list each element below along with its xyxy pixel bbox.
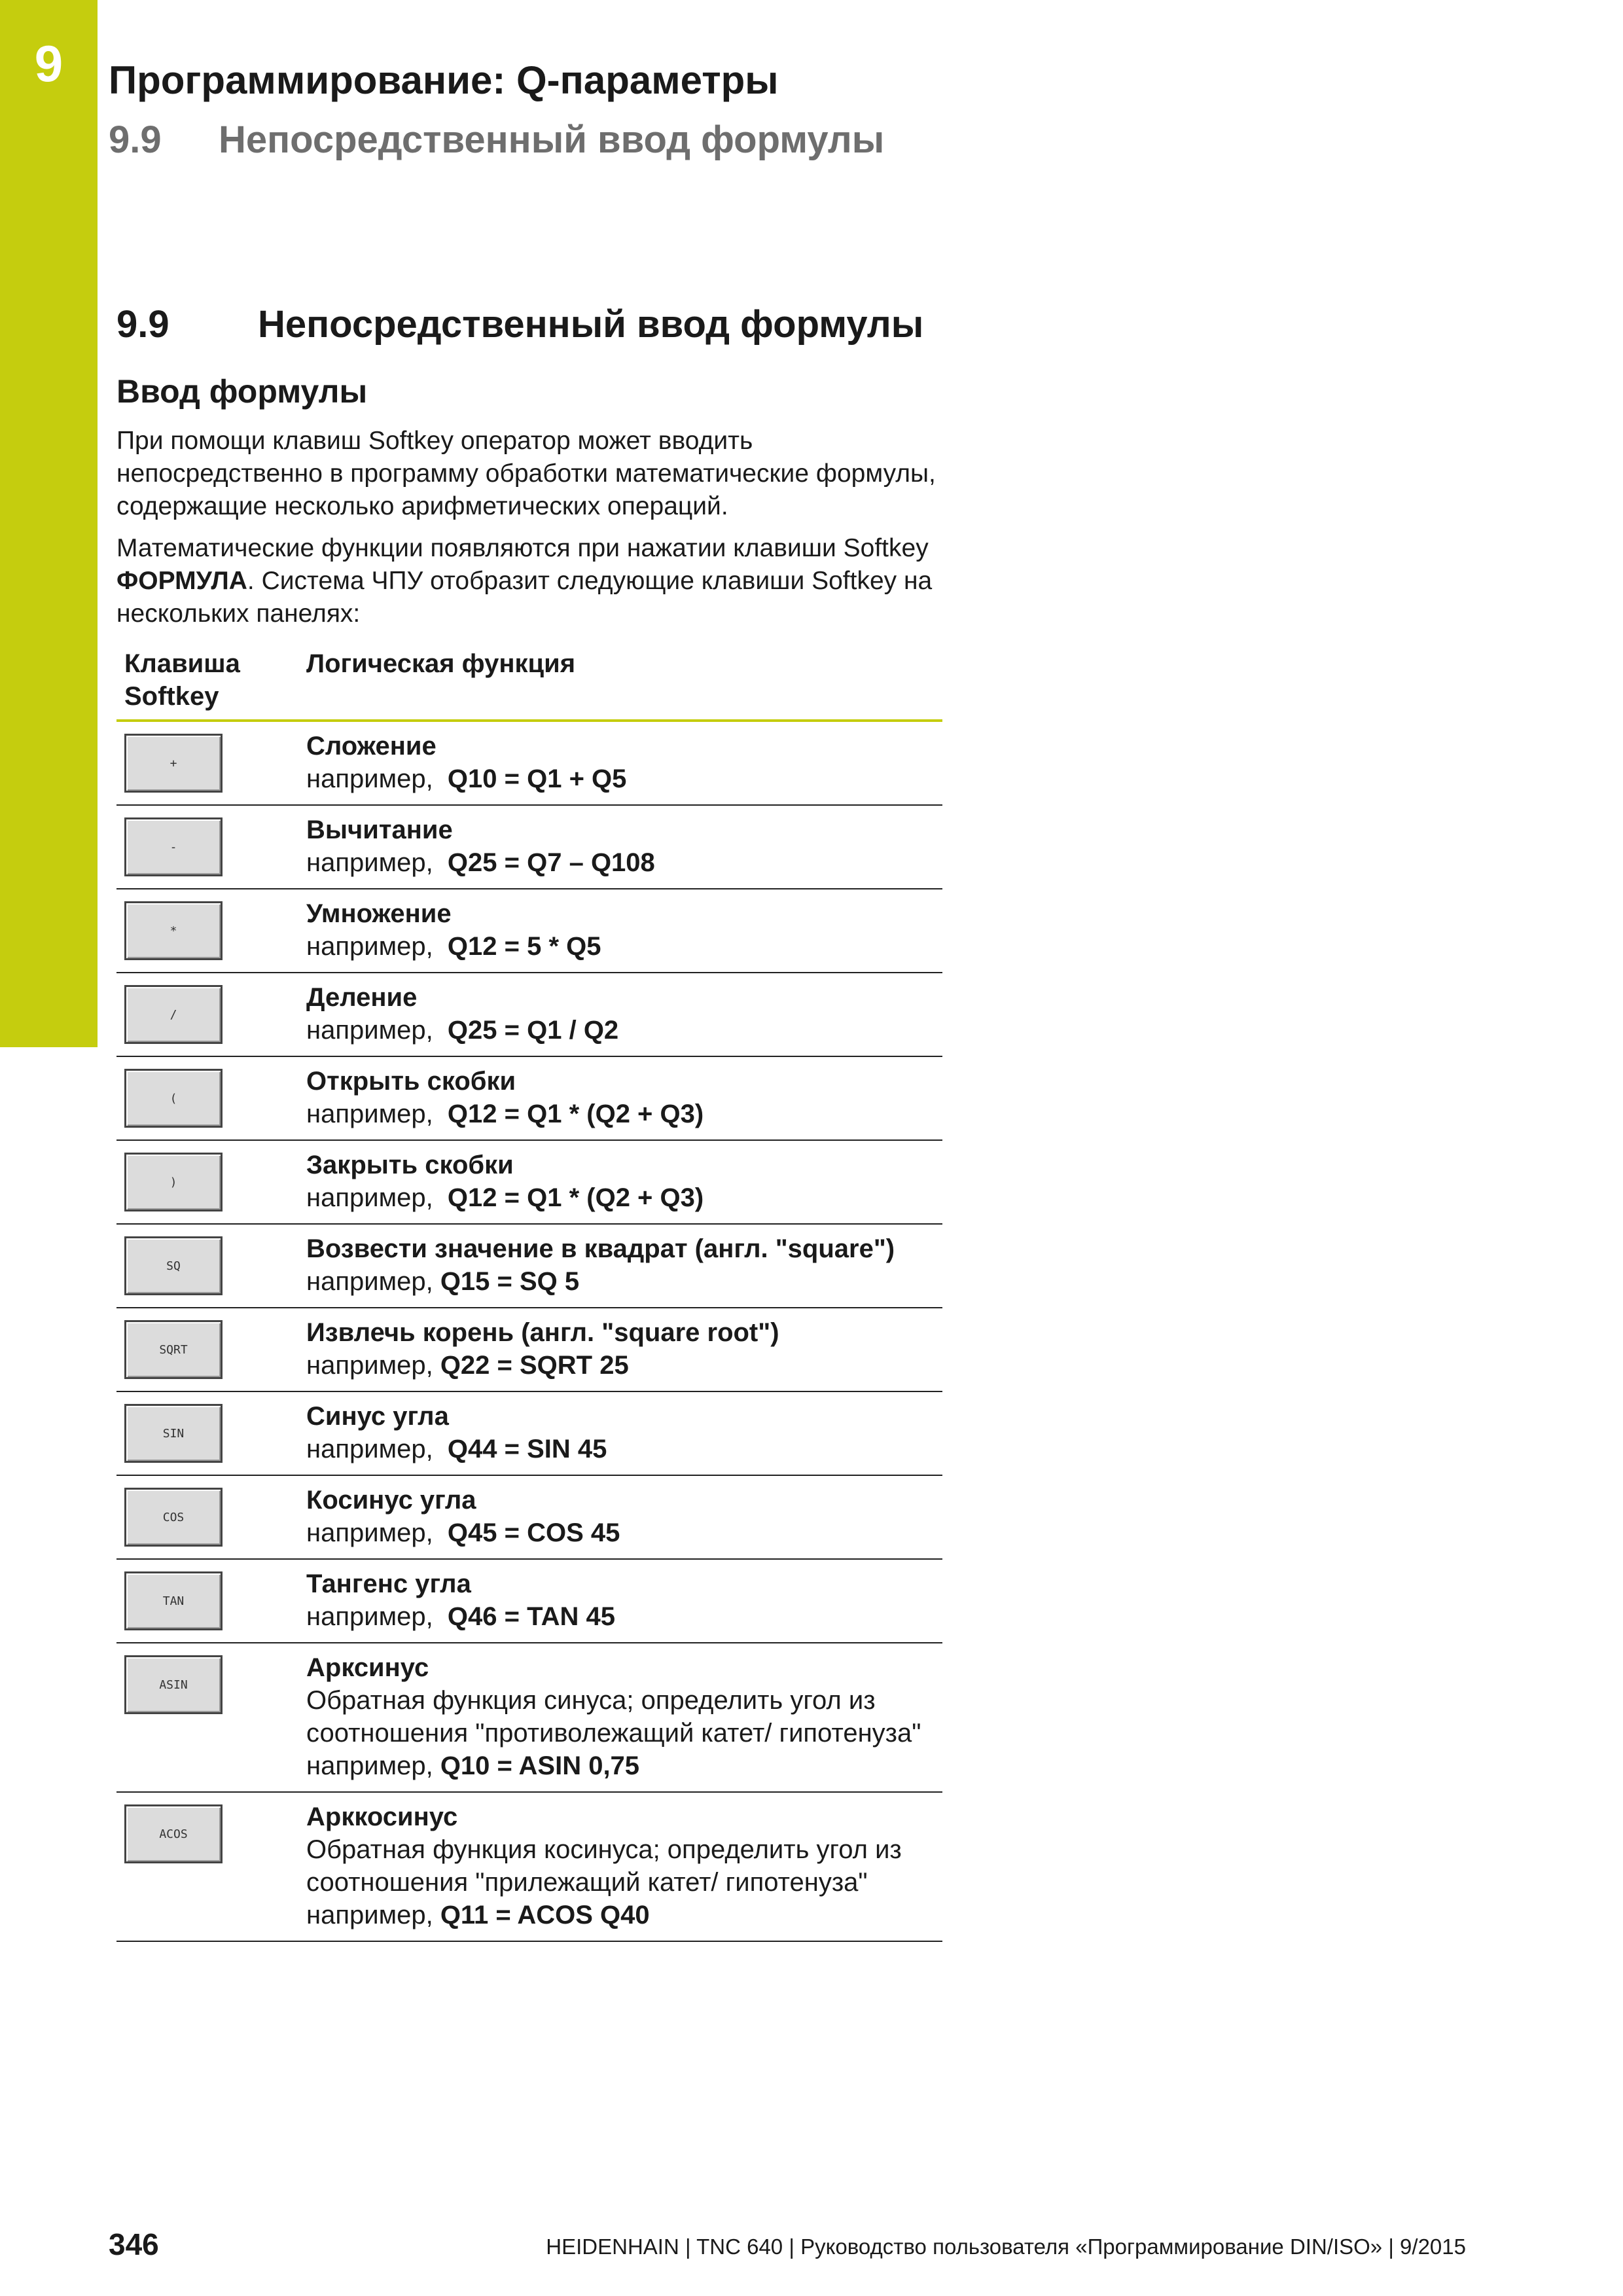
function-title: Арккосинус: [306, 1803, 458, 1831]
example-prefix: например,: [306, 1100, 448, 1128]
function-title: Извлечь корень (англ. "square root"): [306, 1318, 779, 1347]
function-cell: [306, 1065, 942, 1130]
function-title: Сложение: [306, 732, 437, 761]
main-content: [116, 302, 942, 1942]
softkey-table: [116, 645, 942, 1942]
plus-softkey[interactable]: +: [124, 734, 223, 793]
section-number: 9.9: [116, 303, 169, 346]
function-title: Умножение: [306, 899, 452, 928]
example-formula: Q44 = SIN 45: [447, 1435, 607, 1463]
softkey-cell: [116, 1232, 306, 1298]
minus-softkey[interactable]: -: [124, 817, 223, 876]
section-heading: [116, 302, 942, 346]
table-row: [116, 1793, 942, 1942]
function-cell: [306, 814, 942, 879]
example-formula: Q11 = ACOS Q40: [440, 1901, 650, 1929]
example-prefix: например,: [306, 764, 448, 793]
example-prefix: например,: [306, 1901, 440, 1929]
example-prefix: например,: [306, 1016, 448, 1045]
softkey-cell: [116, 814, 306, 879]
example-prefix: например,: [306, 1351, 440, 1380]
function-title: Вычитание: [306, 816, 453, 844]
example-prefix: например,: [306, 1751, 440, 1780]
example-formula: Q10 = ASIN 0,75: [440, 1751, 640, 1780]
function-description: Обратная функция косинуса; определить угол из соотношения "прилежащий катет/ гипотенуза": [306, 1835, 902, 1897]
table-row: [116, 1057, 942, 1141]
function-title: Закрыть скобки: [306, 1151, 514, 1179]
asin-softkey[interactable]: ASIN: [124, 1655, 223, 1714]
example-prefix: например,: [306, 1435, 448, 1463]
example-prefix: например,: [306, 1518, 448, 1547]
example-formula: Q10 = Q1 + Q5: [447, 764, 627, 793]
page-number: 346: [109, 2227, 159, 2261]
function-example: [306, 1181, 942, 1214]
divide-softkey[interactable]: /: [124, 985, 223, 1044]
function-cell: [306, 1801, 942, 1931]
function-title: Тангенс угла: [306, 1570, 471, 1598]
function-cell: [306, 1149, 942, 1214]
example-prefix: например,: [306, 932, 448, 961]
example-formula: Q25 = Q7 – Q108: [447, 848, 655, 877]
subsection-heading: Ввод формулы: [116, 373, 368, 410]
function-example: [306, 1749, 942, 1782]
function-example: [306, 1014, 942, 1047]
function-cell: [306, 1568, 942, 1633]
function-example: [306, 1433, 942, 1465]
function-cell: [306, 730, 942, 795]
function-example: [306, 1265, 942, 1298]
function-cell: [306, 897, 942, 963]
chapter-number: 9: [34, 35, 63, 92]
softkey-cell: [116, 1065, 306, 1130]
table-body: [116, 722, 942, 1942]
running-header-title: Программирование: Q-параметры: [109, 58, 779, 102]
example-prefix: например,: [306, 1183, 448, 1212]
column-header-softkey: Клавиша Softkey: [124, 649, 240, 711]
formula-paragraph-text-1: Математические функции появляются при нажатии клавиши Softkey: [116, 534, 929, 562]
function-title: Деление: [306, 983, 418, 1012]
function-description: Обратная функция синуса; определить угол из соотношения "противолежащий катет/ гипотенуза": [306, 1686, 921, 1748]
sq-softkey[interactable]: SQ: [124, 1236, 223, 1295]
table-row: [116, 1476, 942, 1560]
function-title: Синус угла: [306, 1402, 449, 1431]
example-prefix: например,: [306, 1267, 440, 1296]
table-row: [116, 973, 942, 1057]
intro-paragraph: При помощи клавиш Softkey оператор может вводить непосредственно в программу обработки математические формулы, содержащие несколько арифметических операций.: [116, 427, 936, 520]
softkey-cell: [116, 730, 306, 795]
function-example: [306, 762, 942, 795]
table-row: [116, 889, 942, 973]
chapter-sidebar: [0, 0, 98, 1047]
column-header-function: Логическая функция: [306, 649, 576, 678]
example-formula: Q12 = 5 * Q5: [447, 932, 601, 961]
example-formula: Q46 = TAN 45: [447, 1602, 615, 1631]
section-title: Непосредственный ввод формулы: [258, 303, 924, 346]
formula-paragraph: [116, 532, 942, 630]
softkey-cell: [116, 1484, 306, 1549]
example-formula: Q15 = SQ 5: [440, 1267, 580, 1296]
softkey-cell: [116, 1801, 306, 1931]
function-example: [306, 1098, 942, 1130]
running-header-section: [109, 118, 884, 162]
function-example: [306, 1516, 942, 1549]
sin-softkey[interactable]: SIN: [124, 1404, 223, 1463]
example-formula: Q12 = Q1 * (Q2 + Q3): [447, 1100, 704, 1128]
function-cell: [306, 1232, 942, 1298]
function-example: [306, 1899, 942, 1931]
function-cell: [306, 1651, 942, 1782]
function-example: [306, 1349, 942, 1382]
table-row: [116, 1141, 942, 1225]
page-footer: HEIDENHAIN | TNC 640 | Руководство пользователя «Программирование DIN/ISO» | 9/2015: [546, 2234, 1466, 2259]
open-bracket-softkey[interactable]: (: [124, 1069, 223, 1128]
function-example: [306, 1600, 942, 1633]
softkey-cell: [116, 1400, 306, 1465]
softkey-cell: [116, 1568, 306, 1633]
example-prefix: например,: [306, 1602, 448, 1631]
table-row: [116, 722, 942, 806]
function-cell: [306, 1484, 942, 1549]
example-formula: Q22 = SQRT 25: [440, 1351, 629, 1380]
example-formula: Q45 = COS 45: [447, 1518, 620, 1547]
softkey-cell: [116, 1651, 306, 1782]
softkey-cell: [116, 1316, 306, 1382]
formula-softkey-name: ФОРМУЛА: [116, 567, 247, 595]
table-row: [116, 1392, 942, 1476]
function-title: Арксинус: [306, 1653, 429, 1682]
example-formula: Q12 = Q1 * (Q2 + Q3): [447, 1183, 704, 1212]
table-row: [116, 1643, 942, 1793]
example-prefix: например,: [306, 848, 448, 877]
close-bracket-softkey[interactable]: ): [124, 1153, 223, 1211]
running-header-section-title: Непосредственный ввод формулы: [219, 118, 885, 161]
softkey-cell: [116, 981, 306, 1047]
acos-softkey[interactable]: ACOS: [124, 1804, 223, 1863]
cos-softkey[interactable]: COS: [124, 1488, 223, 1547]
function-title: Возвести значение в квадрат (англ. "square"): [306, 1234, 895, 1263]
running-header-section-number: 9.9: [109, 118, 162, 161]
tan-softkey[interactable]: TAN: [124, 1571, 223, 1630]
softkey-cell: [116, 1149, 306, 1214]
table-header: [116, 645, 942, 722]
function-title: Косинус угла: [306, 1486, 476, 1515]
table-row: [116, 1225, 942, 1308]
function-cell: [306, 1400, 942, 1465]
table-row: [116, 806, 942, 889]
function-example: [306, 930, 942, 963]
table-row: [116, 1308, 942, 1392]
function-title: Открыть скобки: [306, 1067, 516, 1096]
function-example: [306, 846, 942, 879]
formula-paragraph-text-2: . Система ЧПУ отобразит следующие клавиши Softkey на нескольких панелях:: [116, 567, 933, 628]
function-cell: [306, 981, 942, 1047]
table-row: [116, 1560, 942, 1643]
example-formula: Q25 = Q1 / Q2: [447, 1016, 619, 1045]
softkey-cell: [116, 897, 306, 963]
multiply-softkey[interactable]: *: [124, 901, 223, 960]
sqrt-softkey[interactable]: SQRT: [124, 1320, 223, 1379]
function-cell: [306, 1316, 942, 1382]
